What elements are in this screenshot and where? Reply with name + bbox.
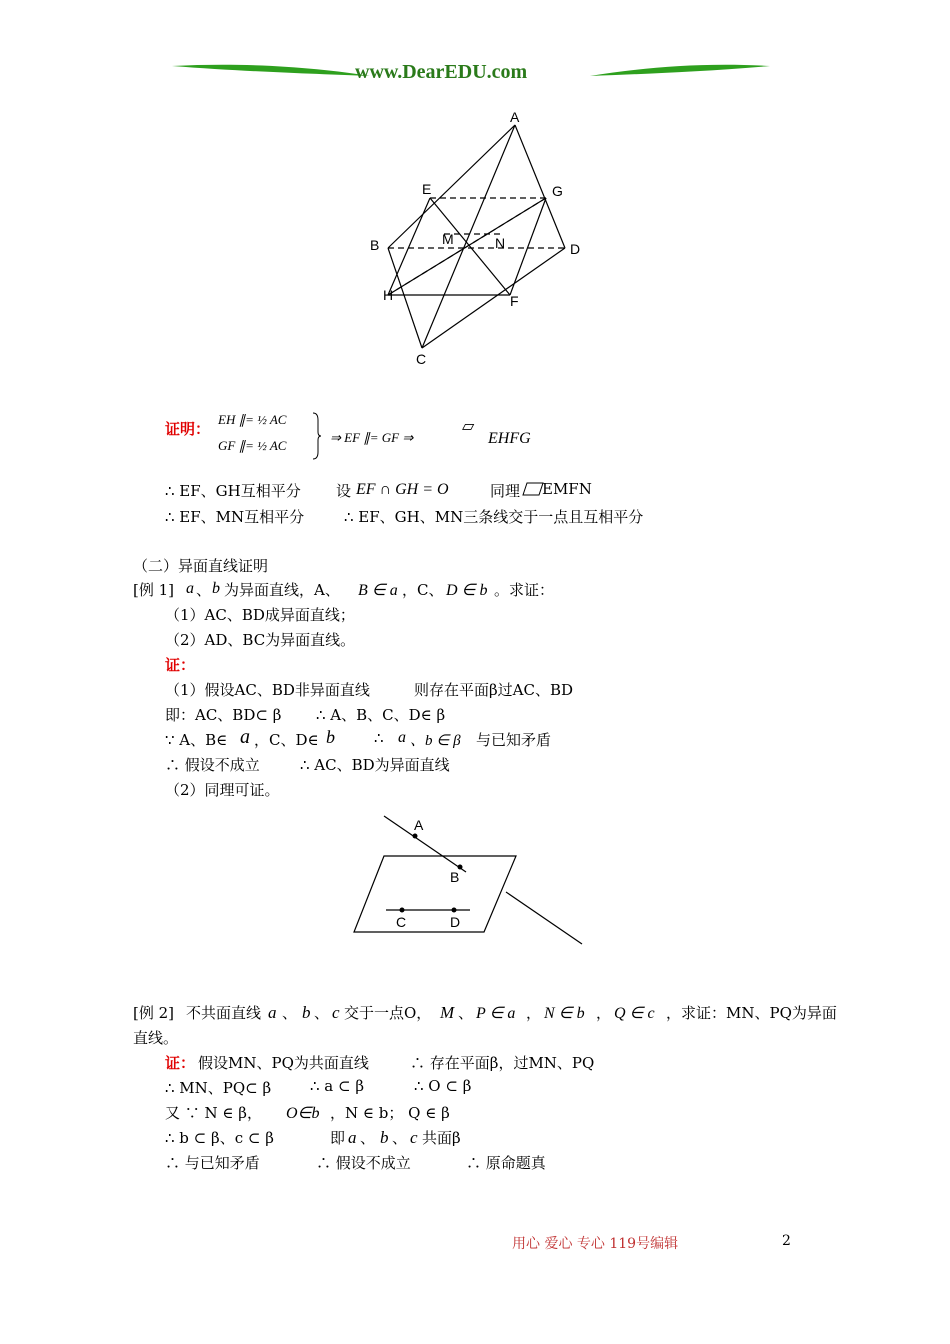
example2-s-c: 、 [282,1004,298,1022]
example2-r2-a: ∴ MN、PQ⊂ β [165,1079,272,1097]
proof-eq-line2: GF ∥= ½ AC [218,438,287,453]
example1-tag: [例 1] [133,581,175,599]
example1-p3-h: 与已知矛盾 [476,731,552,749]
example1-p3-f: a [398,729,406,746]
site-logo[interactable]: www.DearEDU.com [355,61,528,83]
example2-s-f: c [332,1003,340,1022]
proof-eq-line1: EH ∥= ½ AC [218,412,287,427]
example1-p4-a: ∴ 假设不成立 [165,756,260,774]
example2-r5-b: ∴ 假设不成立 [316,1154,411,1172]
example2-r3-b: O∈b [286,1105,320,1122]
example2-r2-b: ∴ a ⊂ β [310,1077,365,1095]
proof-result: EHFG [488,430,531,447]
example1-stmt-a: a [186,580,194,597]
example2-r1-b: ∴ 存在平面β，过MN、PQ [410,1054,595,1072]
proof-implication: ⇒ EF ∥= GF ⇒ [330,430,414,445]
example2-r4-f: 、 [392,1129,408,1147]
example1-p5: （2）同理可证。 [165,781,280,799]
section-title: （二）异面直线证明 [133,557,269,575]
example2-s-i: 、 [458,1004,474,1022]
example2-r4-a: ∴ b ⊂ β、c ⊂ β [165,1129,274,1147]
example2-r1-a: 假设MN、PQ为共面直线 [198,1054,369,1072]
label-F: F [510,293,519,309]
page-number: 2 [782,1233,791,1249]
example2-r4-h: 共面β [422,1129,461,1147]
example1-stmt-g: D ∈ b [446,582,488,599]
example2-s-d: b [302,1003,311,1022]
example1-p3-a: ∵ A、B∈ [165,731,228,749]
example1-q2: （2）AD、BC为异面直线。 [165,631,356,649]
label-M: M [442,231,454,247]
example2-r4-c: a [348,1128,357,1147]
example2-r5-a: ∴ 与已知矛盾 [165,1154,260,1172]
example2-r5-c: ∴ 原命题真 [466,1154,546,1172]
example1-p2-b: ∴ A、B、C、D∈ β [316,706,446,724]
example2-s-h: M [440,1003,455,1022]
label-E: E [422,181,432,197]
proof-row2-a: ∴ EF、GH互相平分 [165,482,301,500]
plane-line-figure [350,810,590,950]
label-N: N [495,235,506,251]
proof-row3-b: ∴ EF、GH、MN三条线交于一点且互相平分 [344,508,644,526]
example1-proof-label: 证： [165,656,196,674]
example2-s-o: ，求证：MN、PQ为异面 [666,1004,837,1022]
proof-row3-a: ∴ EF、MN互相平分 [165,508,305,526]
example1-p2-a: 即：AC、BD⊂ β [165,706,282,724]
footer-slogan: 用心 爱心 专心 119号编辑 [512,1236,679,1252]
example2-s-a: 不共面直线 [186,1004,262,1022]
example2-tag: [例 2] [133,1004,175,1022]
example2-r2-c: ∴ O ⊂ β [414,1077,472,1095]
example1-stmt-h: 。求证： [494,581,555,599]
proof-label: 证明： [165,420,211,438]
example2-r4-b: 即 [330,1129,346,1147]
example2-s-l: N ∈ b [544,1005,585,1022]
example1-p1-b: 则存在平面β过AC、BD [414,681,574,699]
label-H: H [383,287,394,303]
label-C2: C [396,914,407,930]
example2-s-k: ， [526,1004,542,1022]
example1-p3-b: a [240,726,250,748]
example1-p3-e: ∴ [374,729,384,747]
proof-row2-d: 同理 [490,482,521,500]
example2-r3-a: 又 ∵ N ∈ β， [165,1104,262,1122]
example2-r4-g: c [410,1128,418,1147]
example2-s-b: a [268,1003,277,1022]
example1-p1-a: （1）假设AC、BD非异面直线 [165,681,370,699]
example1-stmt-c: b [212,580,220,597]
example2-s-p: 直线。 [133,1029,179,1047]
example1-p4-b: ∴ AC、BD为异面直线 [300,756,450,774]
parallelogram-icon: ▱ [462,416,475,435]
example2-s-e: 、 [314,1004,330,1022]
label-B2: B [450,869,460,885]
example2-r4-d: 、 [360,1129,376,1147]
example1-p3-d: b [326,727,335,747]
tetrahedron-figure [360,110,600,370]
proof-row2-e: EMFN [542,480,592,498]
proof-row2-b: 设 [336,482,352,500]
label-C: C [416,351,427,367]
example1-stmt-d: 为异面直线，A、 [224,581,340,599]
brace-icon [312,412,322,460]
label-D2: D [450,914,461,930]
parallelogram-icon-2 [522,482,544,496]
example2-r3-c: ，N ∈ b； Q ∈ β [330,1104,450,1122]
example1-stmt-e: B ∈ a [358,582,398,599]
example2-s-j: P ∈ a [476,1005,516,1022]
example2-proof-label: 证： [165,1054,196,1072]
example2-r4-e: b [380,1128,389,1147]
example2-s-g: 交于一点O， [344,1004,432,1022]
example1-stmt-b: 、 [196,581,212,599]
example2-s-n: Q ∈ c [614,1005,655,1022]
label-D: D [570,241,581,257]
example1-q1: （1）AC、BD成异面直线； [165,606,355,624]
example1-p3-c: ，C、D∈ [254,731,319,749]
label-A2: A [414,817,424,833]
label-G: G [552,183,563,199]
label-B: B [370,237,380,253]
proof-row2-c: EF ∩ GH = O [356,481,449,498]
example1-stmt-f: ，C、 [402,581,444,599]
label-A: A [510,110,520,125]
example2-s-m: ， [596,1004,612,1022]
example1-p3-g: 、b ∈ β [410,733,461,749]
